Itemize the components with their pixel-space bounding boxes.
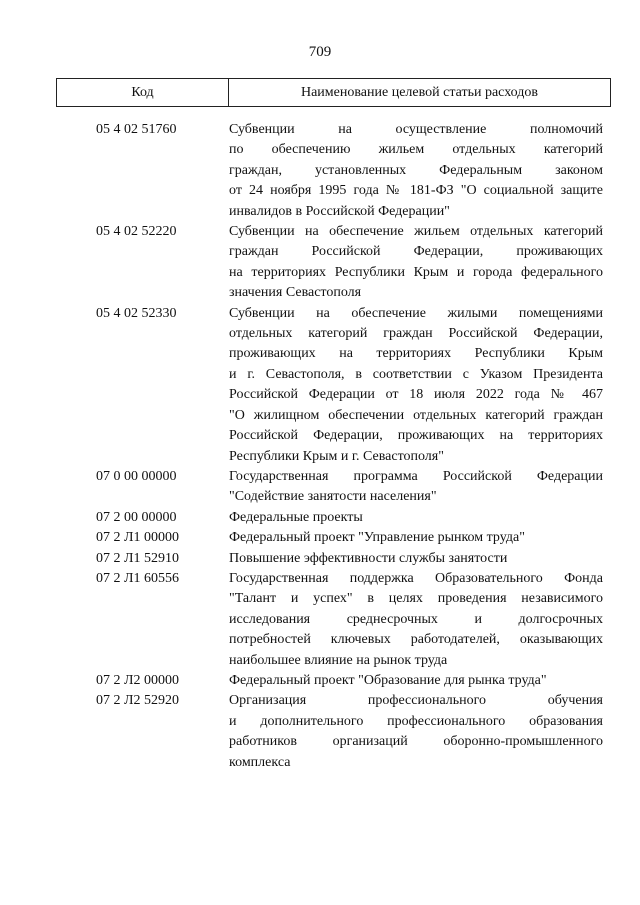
row-name	[227, 508, 611, 528]
row-name-line: Организация профессионального обучения	[229, 693, 603, 709]
row-code: 05 4 02 52220	[96, 224, 177, 240]
row-name-line: Республики Крым и г. Севастополя"	[229, 448, 444, 464]
row-name-line: Федеральные проекты	[229, 509, 363, 525]
row-name-line: инвалидов в Российской Федерации"	[229, 203, 450, 219]
row-name-line: проживающих на территориях Республики Крым	[229, 346, 603, 362]
header-name: Наименование целевой статьи расходов	[300, 84, 539, 100]
row-name-line: на территориях Республики Крым и города федерального	[229, 264, 603, 280]
row-name-line: потребностей ключевых работодателей, оказывающих	[229, 632, 603, 648]
row-name-line: Государственная программа Российской Федерации	[229, 468, 603, 484]
page-number: 709	[308, 44, 332, 60]
row-name-line: "Талант и успех" в целях проведения независимого	[229, 591, 603, 607]
row-name-line: граждан, установленных Федеральным законом	[229, 162, 603, 178]
row-name	[227, 691, 611, 773]
row-name-line: Субвенции на обеспечение жилыми помещениями	[229, 305, 603, 321]
row-name-line: исследования среднесрочных и долгосрочных	[229, 611, 603, 627]
table-row	[56, 549, 611, 569]
table-header	[56, 78, 611, 107]
row-name-line: от 24 ноября 1995 года № 181-ФЗ "О социальной защите	[229, 183, 603, 199]
table-row	[56, 671, 611, 691]
row-name-line: Повышение эффективности службы занятости	[229, 550, 508, 566]
row-name-line: и г. Севастополя, в соответствии с Указом Президента	[229, 366, 603, 382]
row-name-line: значения Севастополя	[229, 285, 362, 301]
table-row	[56, 508, 611, 528]
row-name-line: работников организаций оборонно-промышленного	[229, 734, 603, 750]
row-name-line: наибольшее влияние на рынок труда	[229, 652, 448, 668]
table-row	[56, 222, 611, 304]
row-name-line: Федеральный проект "Образование для рынка труда"	[229, 672, 547, 688]
row-name-line: Российской Федерации от 18 июля 2022 года № 467	[229, 387, 603, 403]
row-name	[227, 549, 611, 569]
row-code: 05 4 02 52330	[96, 305, 177, 321]
table-row	[56, 467, 611, 508]
row-name	[227, 671, 611, 691]
row-code: 07 2 Л1 00000	[96, 530, 179, 546]
row-name-line: граждан Российской Федерации, проживающих	[229, 244, 603, 260]
row-name	[227, 467, 611, 508]
row-name	[227, 528, 611, 548]
row-name-line: "Содействие занятости населения"	[229, 489, 437, 505]
row-name-line: по обеспечению жильем отдельных категорий	[229, 142, 603, 158]
row-code: 07 2 00 00000	[96, 509, 177, 525]
row-name-line: Государственная поддержка Образовательного Фонда	[229, 570, 603, 586]
row-name-line: Субвенции на обеспечение жильем отдельных категорий	[229, 224, 603, 240]
header-code: Код	[57, 79, 229, 106]
row-name-line: "О жилищном обеспечении отдельных категорий граждан	[229, 407, 603, 423]
row-name	[227, 569, 611, 671]
row-name	[227, 304, 611, 467]
table-row	[56, 528, 611, 548]
row-name-line: Федеральный проект "Управление рынком труда"	[229, 530, 525, 546]
row-code: 07 0 00 00000	[96, 468, 177, 484]
table-row	[56, 691, 611, 773]
row-code: 07 2 Л1 52910	[96, 550, 179, 566]
row-code: 05 4 02 51760	[96, 122, 177, 137]
row-name	[227, 120, 611, 222]
row-code: 07 2 Л2 00000	[96, 672, 179, 688]
row-name	[227, 222, 611, 304]
table-body	[56, 120, 611, 773]
table-row	[56, 569, 611, 671]
row-name-line: Субвенции на осуществление полномочий	[229, 122, 603, 137]
table-row	[56, 120, 611, 222]
row-code: 07 2 Л2 52920	[96, 693, 179, 709]
row-name-line: и дополнительного профессионального образования	[229, 713, 603, 729]
row-name-line: Российской Федерации, проживающих на территориях	[229, 428, 603, 444]
row-name-line: комплекса	[229, 754, 291, 770]
table-row	[56, 304, 611, 467]
row-code: 07 2 Л1 60556	[96, 570, 179, 586]
row-name-line: отдельных категорий граждан Российской Федерации,	[229, 326, 603, 342]
